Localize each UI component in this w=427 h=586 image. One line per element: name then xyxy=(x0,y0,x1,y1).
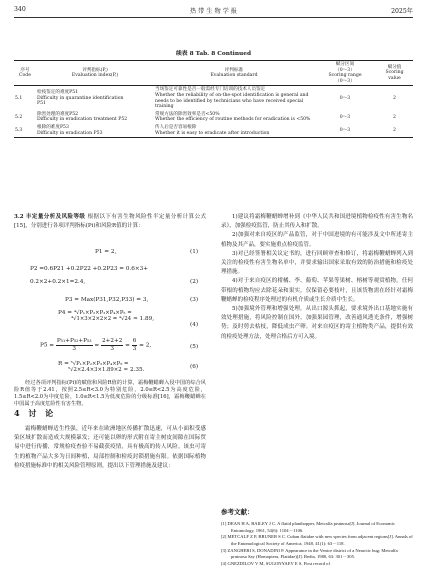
cell-value: 2 xyxy=(393,127,396,133)
table-header-row xyxy=(14,61,413,86)
eq6-lhs: R = xyxy=(58,361,69,367)
risk-result-paragraph xyxy=(14,380,206,408)
eq5-rhs: = 2, xyxy=(139,342,152,349)
eq5-lhs: P5 = xyxy=(40,342,55,349)
equation-3: P3 = Max(P31,P32,P33) = 3, xyxy=(65,297,149,303)
equation-2a: P2 =0.6P21 +0.2P22 +0.2P23 = 0.6×3+ xyxy=(30,266,149,272)
section-3-2-text: 根据以下有害生物风险性半定量分析计算公式[15]，分别进行各项评判指标(Pi)和风险R值的计算： xyxy=(14,214,207,230)
col-range: 赋分区间 （0～3） Scoring range （0～3） xyxy=(328,62,362,84)
eq4-rhs: ≈ 1.89, xyxy=(132,316,155,322)
equation-number: (5) xyxy=(190,344,199,350)
table-row xyxy=(14,124,413,138)
cell-code: 5.1 xyxy=(15,95,23,101)
equation-number: (2) xyxy=(190,279,199,285)
cell-index: 根除的难度P53 Difficulty in eradication P53 xyxy=(37,124,103,136)
journal-title: 热 带 生 物 学 报 xyxy=(190,8,237,15)
section-3-2 xyxy=(14,213,206,231)
table-caption: 续表 8 Tab. 8 Continued xyxy=(175,51,252,57)
table-row xyxy=(14,86,413,111)
reference-item: [1] DEAN H A, BAILEY J C. A flatid planthopper, Metcalfa pruinosa[J]. Journal of Economic Entomology, 1961, 54(6): 1104－1106. xyxy=(221,521,395,533)
cell-standard: 常规方法的除害效率是否<50% Whether the efficiency of routine methods for eradication is <50% xyxy=(155,111,311,123)
equation-6: R = ⁵√P₁×P₂×P₃×P₄×P₅ = ⁵√2×2.4×3×1.89×2 ≈ 2.35. xyxy=(58,361,145,373)
eq5-mid: = xyxy=(94,342,100,349)
equation-5: P5 = $\frac{\text{P₅₁+P₅₂+P₅₃}}{3}$ = $\frac{2+2+2}{3}$ = $\frac{6}{3}$ = 2, xyxy=(40,338,152,352)
discussion-text: 霜梅鞭蜡蝉适生性强，近年来在欧洲地区传播扩散迅速，可从小面积受感染区域扩散而造成大规模暴发；还可能以卵的形式附在寄主树皮间隙在国际贸易中进行传播，常规检疫查验不易截获疫情，具有极高的传人风险。该虫可寄生的植物产品大多为日间种植，局部控制和检疫封锁措施有限。依据国际植物检疫措施标准中的相关风险管理原则，提出以下管理措施及建议： xyxy=(14,426,206,469)
table-row xyxy=(14,111,413,124)
section-3-2-title: 3.2 丰定量分析及风险等级 xyxy=(14,214,86,220)
cell-range: 0～3 xyxy=(339,114,351,120)
eq6-rhs: ≈ 2.35. xyxy=(123,367,145,373)
cell-value: 2 xyxy=(393,114,396,120)
recommendation-5: 5)加强境外管理和增强处理。从出口源头抓起，要求境外出口基地实施有效处理措施，将风险控制在国外。加强果园管理，改善通风透光条件，增强树势；及时剪去枯枝，降低成虫产卵。对来自疫区的寄主植物类产品，提供有效的检疫处理方法，处理合格后方可入境。 xyxy=(221,306,413,340)
cell-code: 5.2 xyxy=(15,114,23,120)
reference-item: [3] ZANGHERI S, DONADINI P. Appearance in the Venice district of a Nearctic bug: Metcalfa pruinosa Say (Homoptera, Flatidae)[J]. Redia, 1980, 63: 301－305. xyxy=(221,547,398,560)
cell-standard: 当场鉴定可靠性是否一般需经专门培训的技术人员鉴定 Whether the reliability of on-the-spot identification is general and needs to be identified by technicians who have received special training xyxy=(155,87,309,110)
equation-1: P1 = 2, xyxy=(95,249,117,255)
reference-item: [4] GNEZDILOV V M, SUGONYAEV E S. First record of xyxy=(221,560,331,566)
cell-range: 0～3 xyxy=(339,127,351,133)
references-list xyxy=(221,521,413,568)
references-title: 参考文献： xyxy=(221,508,254,516)
equation-number: (4) xyxy=(190,322,199,328)
risk-result-text: 经过各项评判指标(Pi)的赋值和风险R值的计算，霜梅鞭蜡蝉入侵中国的综合风险R值等于2.41，按照2.5≤R<3.0为特别危险，2.0≤R<2.5为高度危险，1.5≤R<2.0为中度危险，1.0≤R<1.5为低度危险的分级标准[16]，霜梅鞭蜡蝉在中国属于高度危险性有害生物。 xyxy=(14,380,206,407)
recommendation-4: 4)对于来自疫区的柑橘、李、葡萄、苹果等果树、榕树等观赏植物，任何带根的植物均应去除花朵和果实，仅保留必要枝叶，且该货物需在经针对霜梅鞭蜡蝉的检疫程序处理过的有机介质或生长介质中生长。 xyxy=(221,278,413,303)
equation-number: (1) xyxy=(190,249,199,255)
col-standard: 评判标准 Evaluation standard xyxy=(210,67,258,79)
cell-standard: 传人后是否容易根除 Whether it is easy to eradicate after introduction xyxy=(155,124,270,136)
recommendations xyxy=(221,213,413,342)
col-code: 序号 Code xyxy=(19,67,31,79)
cell-range: 0～3 xyxy=(339,95,351,101)
evaluation-table xyxy=(14,60,413,138)
cell-value: 2 xyxy=(393,95,396,101)
section-4-heading: 4 讨 论 xyxy=(14,408,57,418)
cell-code: 5.3 xyxy=(15,127,23,133)
cell-index: 除害处理的难度P52 Difficulty in eradication treatment P52 xyxy=(37,111,128,123)
header-rule xyxy=(14,17,413,18)
col-index: 评判指标(P,) Evaluation index(P,) xyxy=(71,67,119,79)
recommendation-2: 2)加强对来自疫区的产品监管，对于中国进境的有可能涉及文中所述寄主植物及其产品，要实施重点检疫监管。 xyxy=(221,232,413,248)
discussion xyxy=(14,425,206,471)
page-year: 2025年 xyxy=(391,8,413,15)
eq4-lhs: P4 = xyxy=(58,310,73,316)
cell-index: 检疫鉴定的难度P51 Difficulty in quarantine identification P51 xyxy=(37,90,124,107)
recommendation-1: 1)建议将霜梅鞭蜡蝉增补到《中华人民共和国进境植物检疫性有害生物名录》，加强检疫监管，防止其传入和扩散。 xyxy=(221,214,413,230)
equation-number: (3) xyxy=(190,297,199,303)
equation-number: (6) xyxy=(190,364,199,370)
equation-2b: 0.2×2+0.2×1=2.4, xyxy=(30,279,86,285)
equation-4: P4 = ⁴√P₁×P₂×P₃×P₄×P₅ = ⁴√1×3×2×2×2 = ⁴√24 ≈ 1.89, xyxy=(58,310,155,322)
page-number: 340 xyxy=(14,6,26,13)
col-value: 赋分值 Scoring value xyxy=(385,64,404,81)
reference-item: [2] METCALF Z P, BRUNER S C. Cuban flatidae with new species from adjacent regions[J]. Annals of the Entomological Society of America, 1948, 41(1): 63－118. xyxy=(221,534,413,546)
recommendation-3: 3)对已经签署相关议定书的，进行回顾审查和修订，将霜梅鞭蜡蝉列入到关注的检疫性有害生物名单中，并要求输出国家采取有效的防治措施和检疫处理措施。 xyxy=(221,250,413,276)
